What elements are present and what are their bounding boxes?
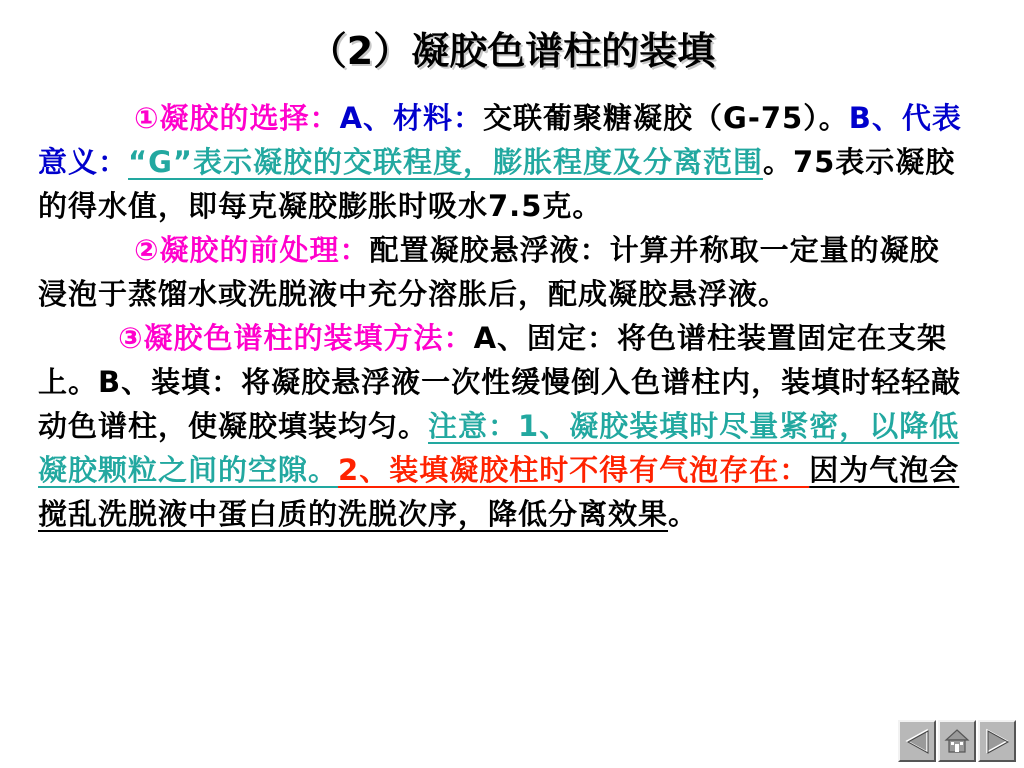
previous-slide-button[interactable] xyxy=(898,720,936,762)
material-text: 交联葡聚糖凝胶（G-75）。 xyxy=(483,101,849,135)
paragraph-gel-selection xyxy=(38,96,968,228)
packing-method-heading: ③凝胶色谱柱的装填方法： xyxy=(118,321,474,355)
packing-reason: 因为气泡会搅乱洗脱液中蛋白质的洗脱次序，降低分离效果 xyxy=(38,453,960,531)
triangle-left-icon xyxy=(905,728,929,754)
paragraph-packing-method xyxy=(38,316,968,536)
pretreatment-heading: ②凝胶的前处理： xyxy=(134,233,370,267)
packing-method-text: A、固定：将色谱柱装置固定在支架上。B、装填：将凝胶悬浮液一次性缓慢倒入色谱柱内，装填时轻轻敲动色谱柱，使凝胶填装均匀。 xyxy=(38,321,962,443)
packing-warning: 2、装填凝胶柱时不得有气泡存在： xyxy=(338,453,810,487)
material-label: A、材料： xyxy=(339,101,484,135)
pretreatment-text: 配置凝胶悬浮液：计算并称取一定量的凝胶浸泡于蒸馏水或洗脱液中充分溶胀后，配成凝胶悬浮液。 xyxy=(38,233,940,311)
slide-navigation xyxy=(898,720,1020,764)
slide-title: （2）凝胶色谱柱的装填 xyxy=(308,29,716,73)
slide-body xyxy=(38,96,968,536)
gel-selection-heading: ①凝胶的选择： xyxy=(134,101,340,135)
paragraph-gel-pretreatment xyxy=(38,228,968,316)
packing-note: 注意：1、凝胶装填时尽量紧密，以降低凝胶颗粒之间的空隙。 xyxy=(38,409,960,487)
meaning-rest: 。75表示凝胶的得水值，即每克凝胶膨胀时吸水7.5克。 xyxy=(38,145,956,223)
triangle-right-icon xyxy=(985,728,1009,754)
meaning-label: B、代表意义： xyxy=(38,101,962,179)
meaning-note: “G”表示凝胶的交联程度，膨胀程度及分离范围 xyxy=(128,145,763,179)
home-button[interactable] xyxy=(938,720,976,762)
packing-end: 。 xyxy=(668,497,699,531)
home-icon xyxy=(944,728,970,754)
next-slide-button[interactable] xyxy=(978,720,1016,762)
